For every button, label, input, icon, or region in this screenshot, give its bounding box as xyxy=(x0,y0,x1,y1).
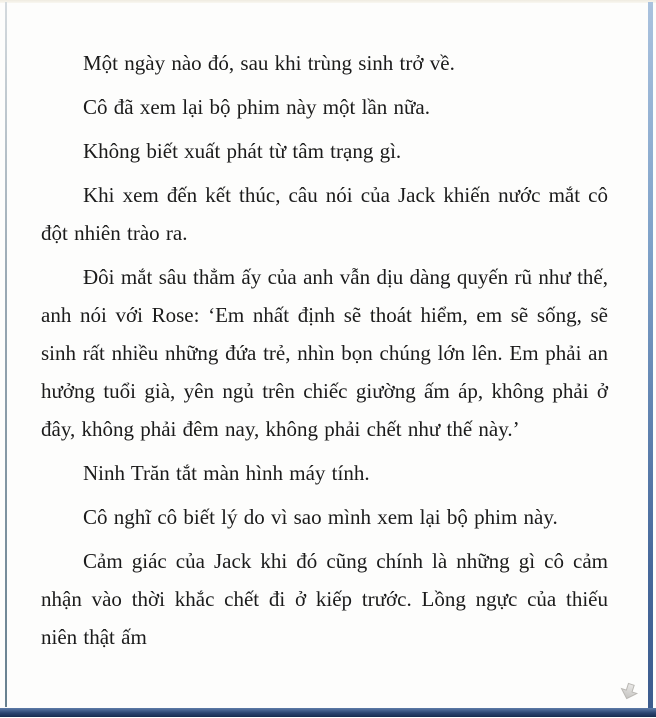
paragraph: Một ngày nào đó, sau khi trùng sinh trở về. xyxy=(83,51,455,75)
paragraph: Cô đã xem lại bộ phim này một lần nữa. xyxy=(83,95,430,119)
paragraph: Không biết xuất phát từ tâm trạng gì. xyxy=(83,139,402,163)
window-frame-right xyxy=(648,2,653,709)
paragraph: Đôi mắt sâu thẳm ấy của anh vẫn dịu dàng quyến rũ như thế, anh nói với Rose: ‘Em nhất định sẽ thoát hiểm, em sẽ sống, sẽ sinh rất nhiều những đứa trẻ, nhìn bọn chúng lớn lên. Em phải an hưởng tuổi già, yên ngủ trên chiếc giường ấm áp, không phải ở đây, không phải đêm nay, không phải chết như thế này.’ xyxy=(41,265,608,441)
window-frame-top xyxy=(0,0,656,3)
paragraph: Khi xem đến kết thúc, câu nói của Jack khiến nước mắt cô đột nhiên trào ra. xyxy=(41,183,608,245)
paragraph: Cảm giác của Jack khi đó cũng chính là những gì cô cảm nhận vào thời khắc chết đi ở kiếp trước. Lồng ngực của thiếu niên thật ấm xyxy=(41,549,608,649)
window-frame-bottom xyxy=(0,708,656,717)
page-down-arrow-icon[interactable] xyxy=(618,682,640,701)
paragraph: Ninh Trăn tắt màn hình máy tính. xyxy=(83,461,370,485)
document-page xyxy=(8,4,648,706)
paragraph: Cô nghĩ cô biết lý do vì sao mình xem lại bộ phim này. xyxy=(83,505,558,529)
window-frame-left xyxy=(5,2,7,707)
